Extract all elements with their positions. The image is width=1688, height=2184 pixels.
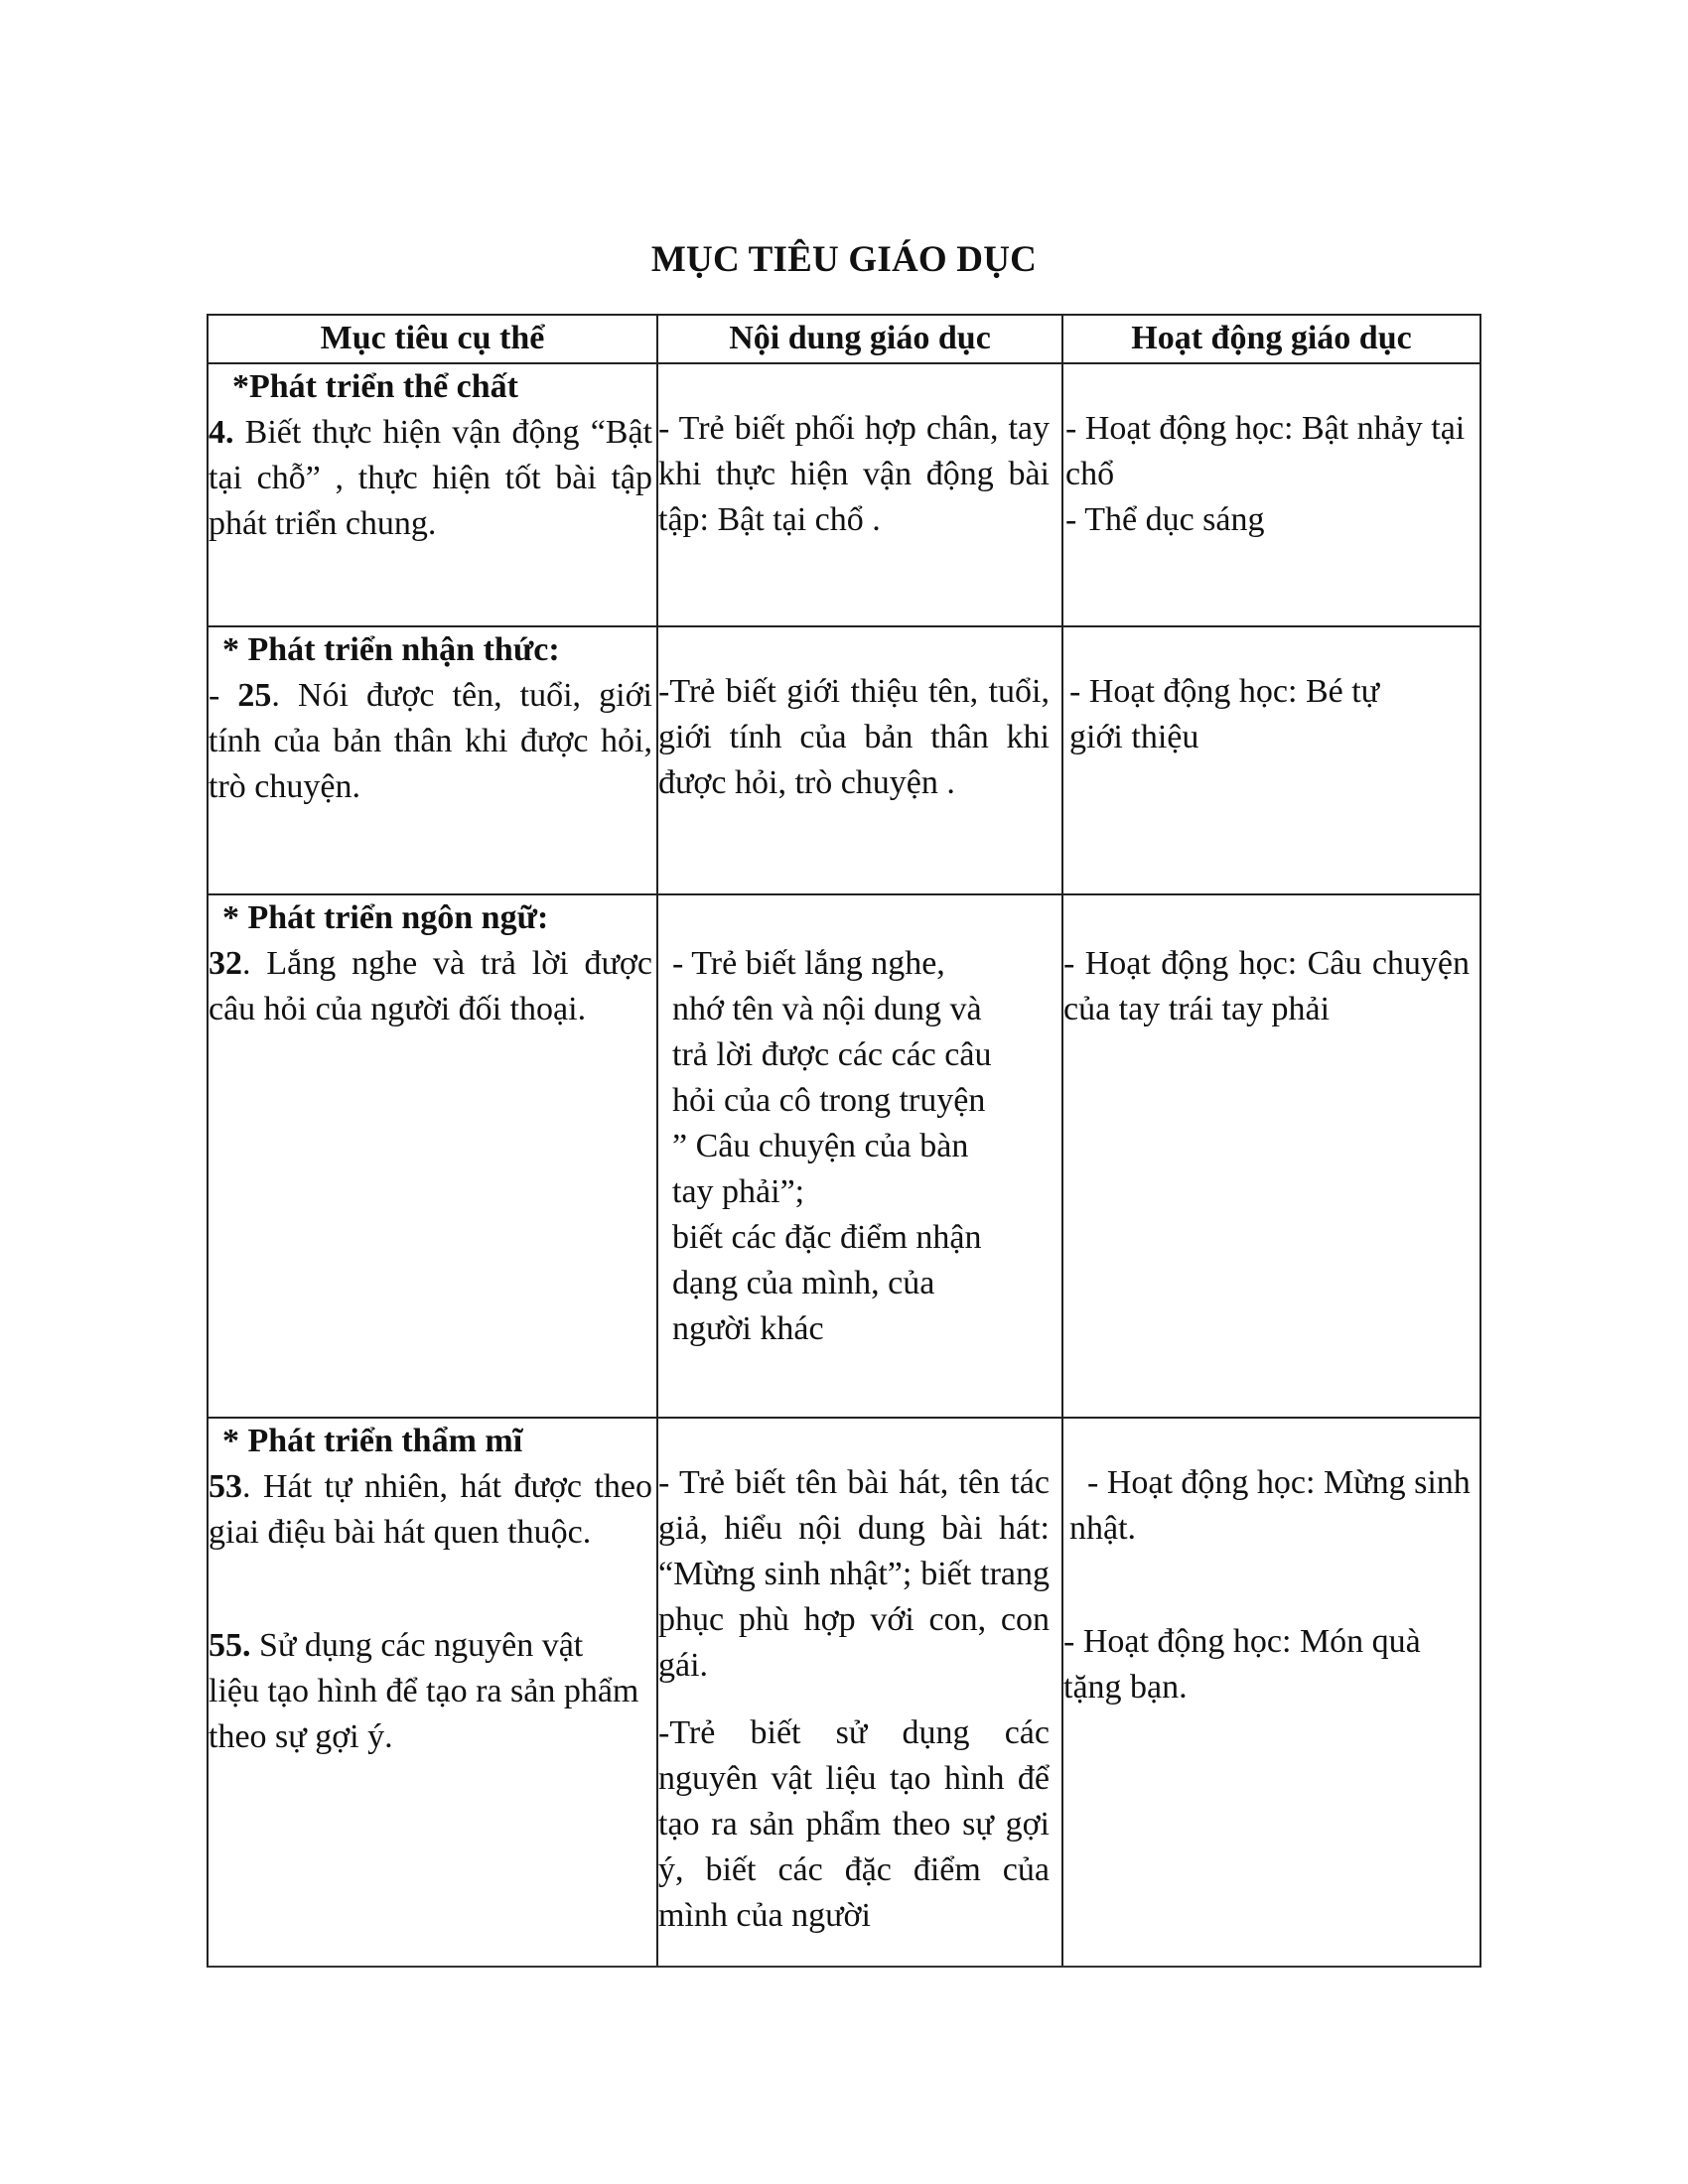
header-goals: Mục tiêu cụ thể bbox=[209, 316, 658, 362]
content-text: -Trẻ biết giới thiệu tên, tuổi, giới tính của bản thân khi được hỏi, trò chuyện . bbox=[658, 673, 1050, 801]
content-text: -Trẻ biết sử dụng các nguyên vật liệu tạo hình để tạo ra sản phẩm theo sự gợi ý, biết các đặc điểm của mình của người bbox=[658, 1714, 1050, 1934]
goal-item bbox=[209, 673, 656, 810]
content-cell bbox=[658, 1419, 1063, 1966]
goal-text: . Lắng nghe và trả lời được câu hỏi của người đối thoại. bbox=[209, 945, 652, 1027]
goal-number: 32 bbox=[209, 945, 242, 982]
goal-number: 55. bbox=[209, 1627, 251, 1664]
header-activities: Hoạt động giáo dục bbox=[1131, 320, 1412, 356]
goal-cell bbox=[209, 627, 658, 893]
goal-cell bbox=[209, 364, 658, 625]
content-lines bbox=[658, 941, 1061, 1352]
activity-cell bbox=[1063, 627, 1479, 893]
content-cell bbox=[658, 364, 1063, 625]
activity-cell bbox=[1063, 364, 1479, 625]
section-heading: *Phát triển thể chất bbox=[232, 368, 519, 405]
content-line: hỏi của cô trong truyện bbox=[672, 1082, 986, 1119]
table-row-cognitive bbox=[207, 625, 1481, 893]
activity-cell bbox=[1063, 895, 1479, 1417]
goal-text: Biết thực hiện vận động “Bật tại chỗ” , thực hiện tốt bài tập phát triển chung. bbox=[209, 414, 652, 542]
content-line: nhớ tên và nội dung và bbox=[672, 991, 982, 1027]
content-line: tay phải”; bbox=[672, 1173, 805, 1210]
activity-text bbox=[1063, 1460, 1479, 1552]
content-cell bbox=[658, 895, 1063, 1417]
table-row-physical bbox=[207, 362, 1481, 625]
section-heading: * Phát triển ngôn ngữ: bbox=[222, 899, 549, 936]
activity-text: - Hoạt động học: Câu chuyện của tay trái tay phải bbox=[1063, 945, 1470, 1027]
goal-cell bbox=[209, 895, 658, 1417]
content-line: người khác bbox=[672, 1310, 824, 1347]
content-line: dạng của mình, của bbox=[672, 1265, 935, 1301]
goal-text: . Hát tự nhiên, hát được theo giai điệu bài hát quen thuộc. bbox=[209, 1468, 652, 1551]
goal-prefix: - bbox=[209, 677, 238, 714]
table-header-row bbox=[207, 314, 1481, 362]
section-heading: * Phát triển nhận thức: bbox=[222, 631, 560, 668]
goal-item bbox=[209, 1623, 656, 1760]
goal-cell bbox=[209, 1419, 658, 1966]
goal-text: Sử dụng các nguyên vật liệu tạo hình để tạo ra sản phẩm theo sự gợi ý. bbox=[209, 1627, 639, 1755]
goal-item bbox=[209, 410, 656, 547]
activity-text: - Hoạt động học: Món quà tặng bạn. bbox=[1063, 1623, 1421, 1706]
table-row-aesthetics bbox=[207, 1417, 1481, 1968]
goal-text: . Nói được tên, tuổi, giới tính của bản thân khi được hỏi, trò chuyện. bbox=[209, 677, 652, 805]
content-line: ” Câu chuyện của bàn bbox=[672, 1128, 969, 1164]
goal-number: 25 bbox=[237, 677, 272, 714]
header-content: Nội dung giáo dục bbox=[658, 316, 1063, 362]
content-line: trả lời được các các câu bbox=[672, 1036, 992, 1073]
table-row-language bbox=[207, 893, 1481, 1417]
content-line: - Trẻ biết lắng nghe, bbox=[672, 945, 945, 982]
content-cell bbox=[658, 627, 1063, 893]
goal-number: 53 bbox=[209, 1468, 242, 1505]
content-text: - Trẻ biết tên bài hát, tên tác giả, hiểu nội dung bài hát: “Mừng sinh nhật”; biết trang phục phù hợp với con, con gái. bbox=[658, 1464, 1050, 1684]
activity-text: - Hoạt động học: Bật nhảy tại chổ bbox=[1065, 410, 1466, 492]
goal-number: 4. bbox=[209, 414, 234, 451]
goal-item bbox=[209, 941, 656, 1032]
section-heading: * Phát triển thẩm mĩ bbox=[222, 1423, 523, 1459]
activity-text: - Hoạt động học: Bé tự giới thiệu bbox=[1069, 673, 1380, 755]
goal-item bbox=[209, 1464, 656, 1556]
content-line: biết các đặc điểm nhận bbox=[672, 1219, 982, 1256]
page-title: MỤC TIÊU GIÁO DỤC bbox=[650, 239, 1038, 280]
activity-cell bbox=[1063, 1419, 1479, 1966]
activity-text-line: - Hoạt động học: Mừng sinh nhật. bbox=[1069, 1464, 1471, 1547]
education-goals-table bbox=[207, 314, 1481, 1968]
activity-text: - Thể dục sáng bbox=[1065, 501, 1265, 538]
content-text: - Trẻ biết phối hợp chân, tay khi thực hiện vận động bài tập: Bật tại chổ . bbox=[658, 410, 1050, 538]
